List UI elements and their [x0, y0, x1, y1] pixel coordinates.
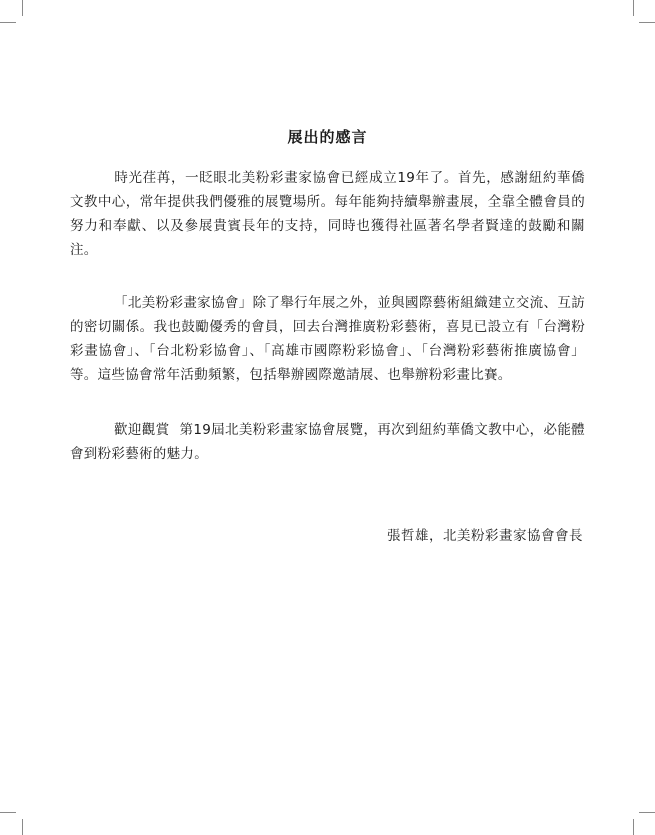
crop-mark-top-left-h — [0, 22, 16, 23]
crop-mark-bottom-right-h — [639, 812, 655, 813]
crop-mark-bottom-right — [633, 819, 634, 835]
crop-mark-top-right — [633, 0, 634, 16]
paragraph-exchange — [70, 291, 585, 387]
paragraph-exchange-text: 「北美粉彩畫家協會」除了舉行年展之外，並與國際藝術組織建立交流、互訪的密切關係。我也鼓勵優秀的會員，回去台灣推廣粉彩藝術，喜見已設立有「台灣粉彩畫協會」、「台北粉彩協會」、「高雄市國際粉彩協會」、「台灣粉彩藝術推廣協會」等。這些協會常年活動頻繁，包括舉辦國際邀請展、也舉辦粉彩畫比賽。 — [70, 295, 585, 383]
crop-mark-bottom-left-h — [0, 812, 16, 813]
crop-mark-top-left — [22, 0, 23, 16]
paragraph-welcome-text: 第19屆北美粉彩畫家協會展覽，再次到紐約華僑文教中心，必能體會到粉彩藝術的魅力。 — [70, 422, 585, 462]
signature: 張哲雄，北美粉彩畫家協會會長 — [387, 528, 583, 544]
paragraph-welcome-lead: 歡迎觀賞 — [114, 422, 170, 438]
crop-mark-top-right-h — [639, 22, 655, 23]
paragraph-welcome — [70, 418, 585, 466]
crop-mark-bottom-left — [22, 819, 23, 835]
paragraph-intro — [70, 166, 585, 262]
paragraph-intro-text: 時光荏苒，一眨眼北美粉彩畫家協會已經成立19年了。首先，感謝紐約華僑文教中心，常年提供我們優雅的展覽場所。每年能夠持續舉辦畫展，全靠全體會員的努力和奉獻、以及參展貴賓長年的支持，同時也獲得社區著名學者賢達的鼓勵和關注。 — [70, 170, 585, 258]
page-title: 展出的感言 — [287, 128, 368, 146]
